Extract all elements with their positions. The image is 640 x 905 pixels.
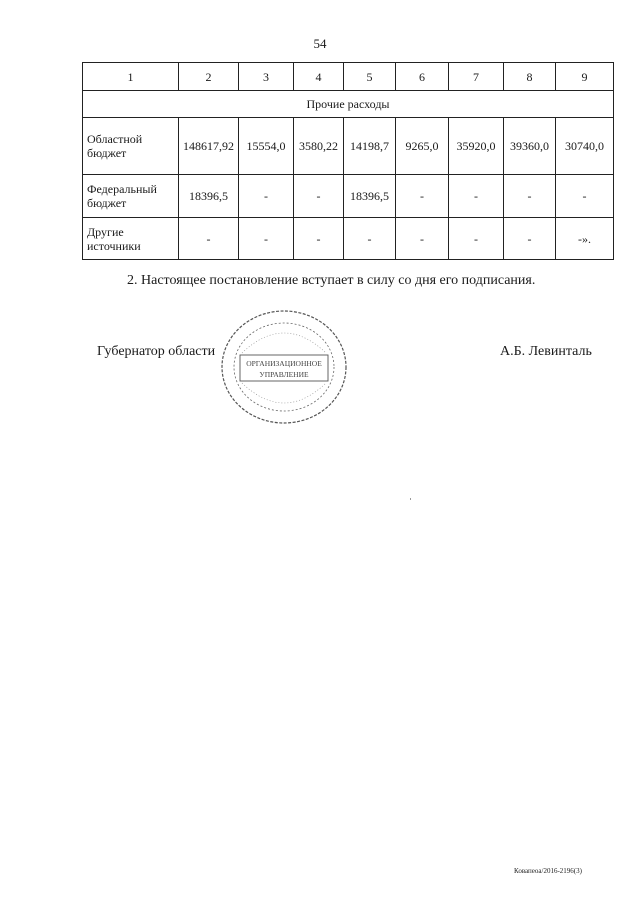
official-stamp xyxy=(214,305,354,433)
table-header-row xyxy=(83,63,614,91)
table-cell: - xyxy=(239,175,294,218)
table-cell: 18396,5 xyxy=(179,175,239,218)
header-cell: 4 xyxy=(294,63,344,91)
page-number: 54 xyxy=(313,36,327,51)
table-row xyxy=(83,118,614,175)
table-cell: 3580,22 xyxy=(294,118,344,175)
header-cell: 5 xyxy=(344,63,396,91)
table-cell: 39360,0 xyxy=(504,118,556,175)
table-cell: 18396,5 xyxy=(344,175,396,218)
footer-code: Ковапеоа/2016-2196(3) xyxy=(514,867,582,875)
table-cell: -». xyxy=(556,218,614,260)
table-cell: - xyxy=(556,175,614,218)
signature-title: Губернатор области xyxy=(97,344,216,359)
table-cell: - xyxy=(504,218,556,260)
header-cell: 1 xyxy=(83,63,179,91)
scan-speck xyxy=(410,498,411,500)
table-cell: - xyxy=(294,175,344,218)
clause-text: 2. Настоящее постановление вступает в силу со дня его подписания. xyxy=(127,273,536,288)
table-cell: 15554,0 xyxy=(239,118,294,175)
table-cell: - xyxy=(504,175,556,218)
table-row xyxy=(83,175,614,218)
table-cell: - xyxy=(449,218,504,260)
table-section-row xyxy=(83,91,614,118)
table-cell: - xyxy=(449,175,504,218)
stamp-text-line2: УПРАВЛЕНИЕ xyxy=(259,370,309,379)
table-cell: - xyxy=(344,218,396,260)
table-cell: - xyxy=(239,218,294,260)
table-cell: 9265,0 xyxy=(396,118,449,175)
table-cell: - xyxy=(396,218,449,260)
row-label: Федеральный бюджет xyxy=(83,175,179,218)
header-cell: 7 xyxy=(449,63,504,91)
table-cell: - xyxy=(294,218,344,260)
header-cell: 6 xyxy=(396,63,449,91)
section-title: Прочие расходы xyxy=(83,91,614,118)
table-row xyxy=(83,218,614,260)
header-cell: 3 xyxy=(239,63,294,91)
row-label: Другие источники xyxy=(83,218,179,260)
budget-table xyxy=(82,62,614,260)
table-cell: 35920,0 xyxy=(449,118,504,175)
header-cell: 2 xyxy=(179,63,239,91)
header-cell: 9 xyxy=(556,63,614,91)
table-cell: 148617,92 xyxy=(179,118,239,175)
stamp-text-line1: ОРГАНИЗАЦИОННОЕ xyxy=(246,359,322,368)
table-cell: 30740,0 xyxy=(556,118,614,175)
table-cell: - xyxy=(396,175,449,218)
row-label: Областной бюджет xyxy=(83,118,179,175)
signature-name: А.Б. Левинталь xyxy=(500,344,592,359)
header-cell: 8 xyxy=(504,63,556,91)
table-cell: - xyxy=(179,218,239,260)
table-cell: 14198,7 xyxy=(344,118,396,175)
